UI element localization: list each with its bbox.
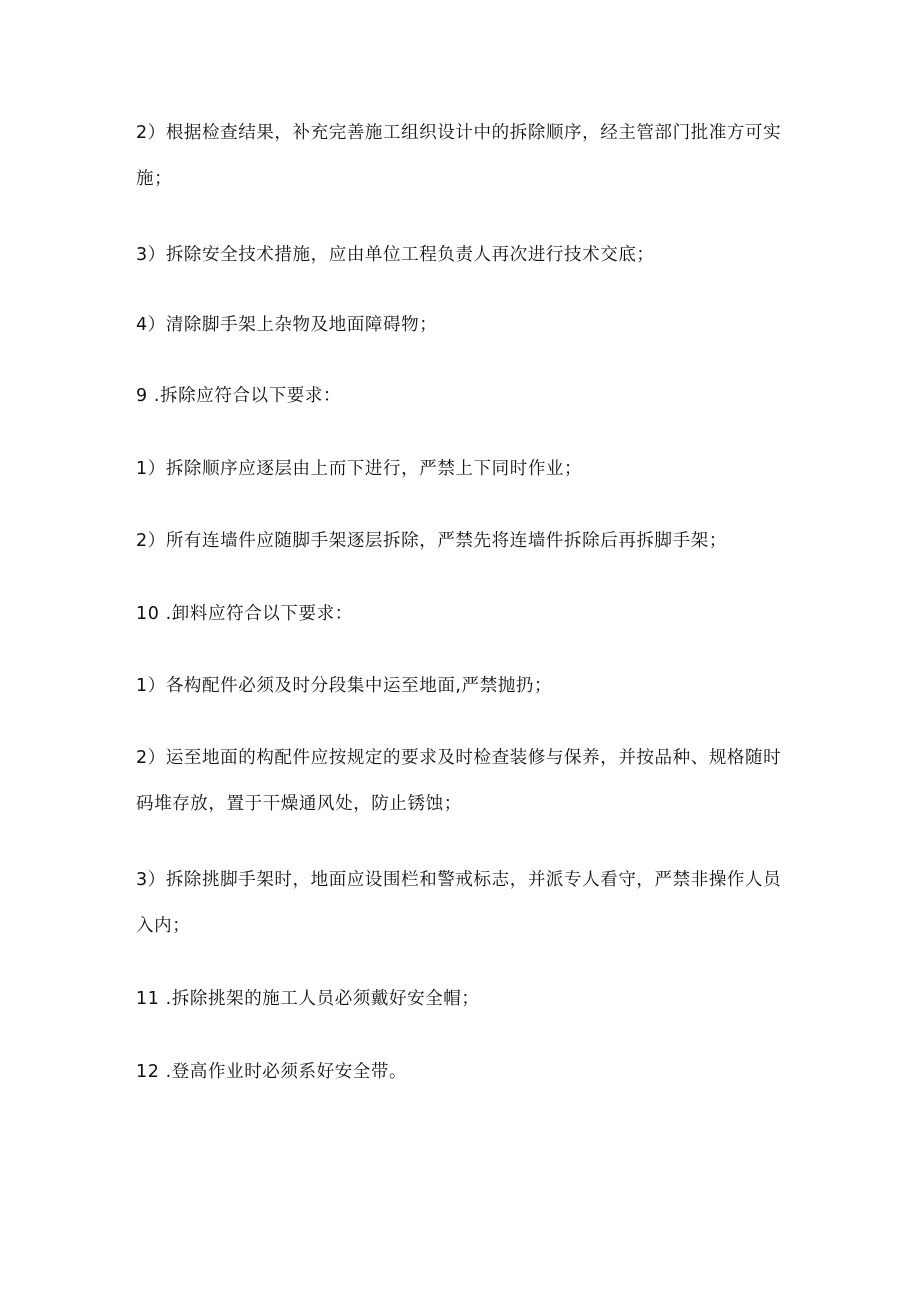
paragraph-item: 2）运至地面的构配件应按规定的要求及时检查装修与保养，并按品种、规格随时码堆存放，置于干燥通风处，防止锈蚀； [136,748,782,814]
paragraph-item: 1）拆除顺序应逐层由上而下进行，严禁上下同时作业； [136,459,583,479]
paragraph-item: 1）各构配件必须及时分段集中运至地面,严禁抛扔； [136,676,553,696]
paragraph-item: 2）所有连墙件应随脚手架逐层拆除，严禁先将连墙件拆除后再拆脚手架； [136,531,727,551]
section-heading: 12 .登高作业时必须系好安全带。 [136,1062,408,1082]
paragraph-item: 3）拆除安全技术措施，应由单位工程负责人再次进行技术交底； [136,245,655,265]
section-heading: 9 .拆除应符合以下要求： [136,386,342,406]
paragraph-item: 4）清除脚手架上杂物及地面障碍物； [136,315,438,335]
section-heading: 10 .卸料应符合以下要求： [136,604,353,624]
paragraph-item: 2）根据检查结果，补充完善施工组织设计中的拆除顺序，经主管部门批准方可实施； [136,123,782,189]
paragraph-item: 3）拆除挑脚手架时，地面应设围栏和警戒标志，并派专人看守，严禁非操作人员入内； [136,870,782,936]
section-heading: 11 .拆除挑架的施工人员必须戴好安全帽； [136,989,480,1009]
